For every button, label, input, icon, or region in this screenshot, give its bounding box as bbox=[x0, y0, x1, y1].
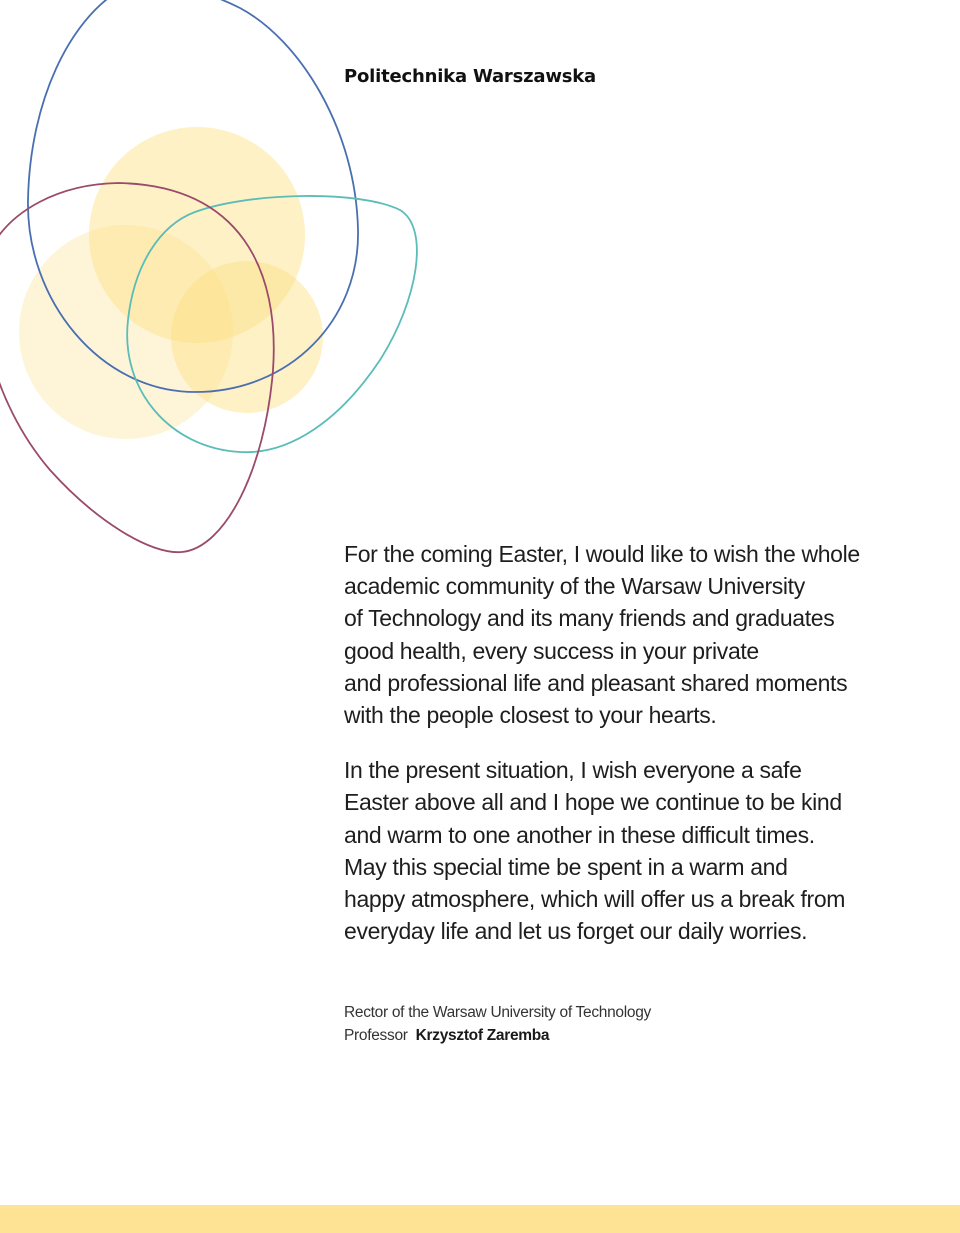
easter-egg-illustration bbox=[0, 0, 960, 600]
message-line: and professional life and pleasant shared moments bbox=[344, 669, 848, 696]
message-line: May this special time be spent in a warm and bbox=[344, 853, 788, 880]
bottom-accent-bar bbox=[0, 1205, 960, 1233]
message-line: In the present situation, I wish everyone a safe bbox=[344, 757, 802, 784]
message-line: good health, every success in your private bbox=[344, 637, 759, 664]
message-line: and warm to one another in these difficult times. bbox=[344, 821, 815, 848]
message-paragraph-1 bbox=[344, 538, 904, 731]
signature-block bbox=[344, 1001, 651, 1047]
signature-name: Krzysztof Zaremba bbox=[415, 1027, 550, 1044]
message-line: Easter above all and I hope we continue to be kind bbox=[344, 789, 842, 816]
yellow-circles bbox=[19, 127, 323, 439]
message-paragraph-2 bbox=[344, 754, 904, 947]
easter-message bbox=[344, 538, 904, 947]
message-line: academic community of the Warsaw University bbox=[344, 573, 805, 600]
signature-title: Rector of the Warsaw University of Technology bbox=[344, 1004, 651, 1021]
signature-prefix: Professor bbox=[344, 1027, 408, 1044]
message-line: with the people closest to your hearts. bbox=[344, 702, 717, 729]
message-line: happy atmosphere, which will offer us a break from bbox=[344, 886, 846, 913]
yellow-circle-small bbox=[171, 261, 323, 413]
message-line: everyday life and let us forget our daily worries. bbox=[344, 918, 808, 945]
message-line: of Technology and its many friends and graduates bbox=[344, 605, 835, 632]
university-logo: Politechnika Warszawska bbox=[344, 66, 596, 87]
message-line: For the coming Easter, I would like to wish the whole bbox=[344, 541, 860, 567]
signature-name-row bbox=[344, 1024, 651, 1047]
